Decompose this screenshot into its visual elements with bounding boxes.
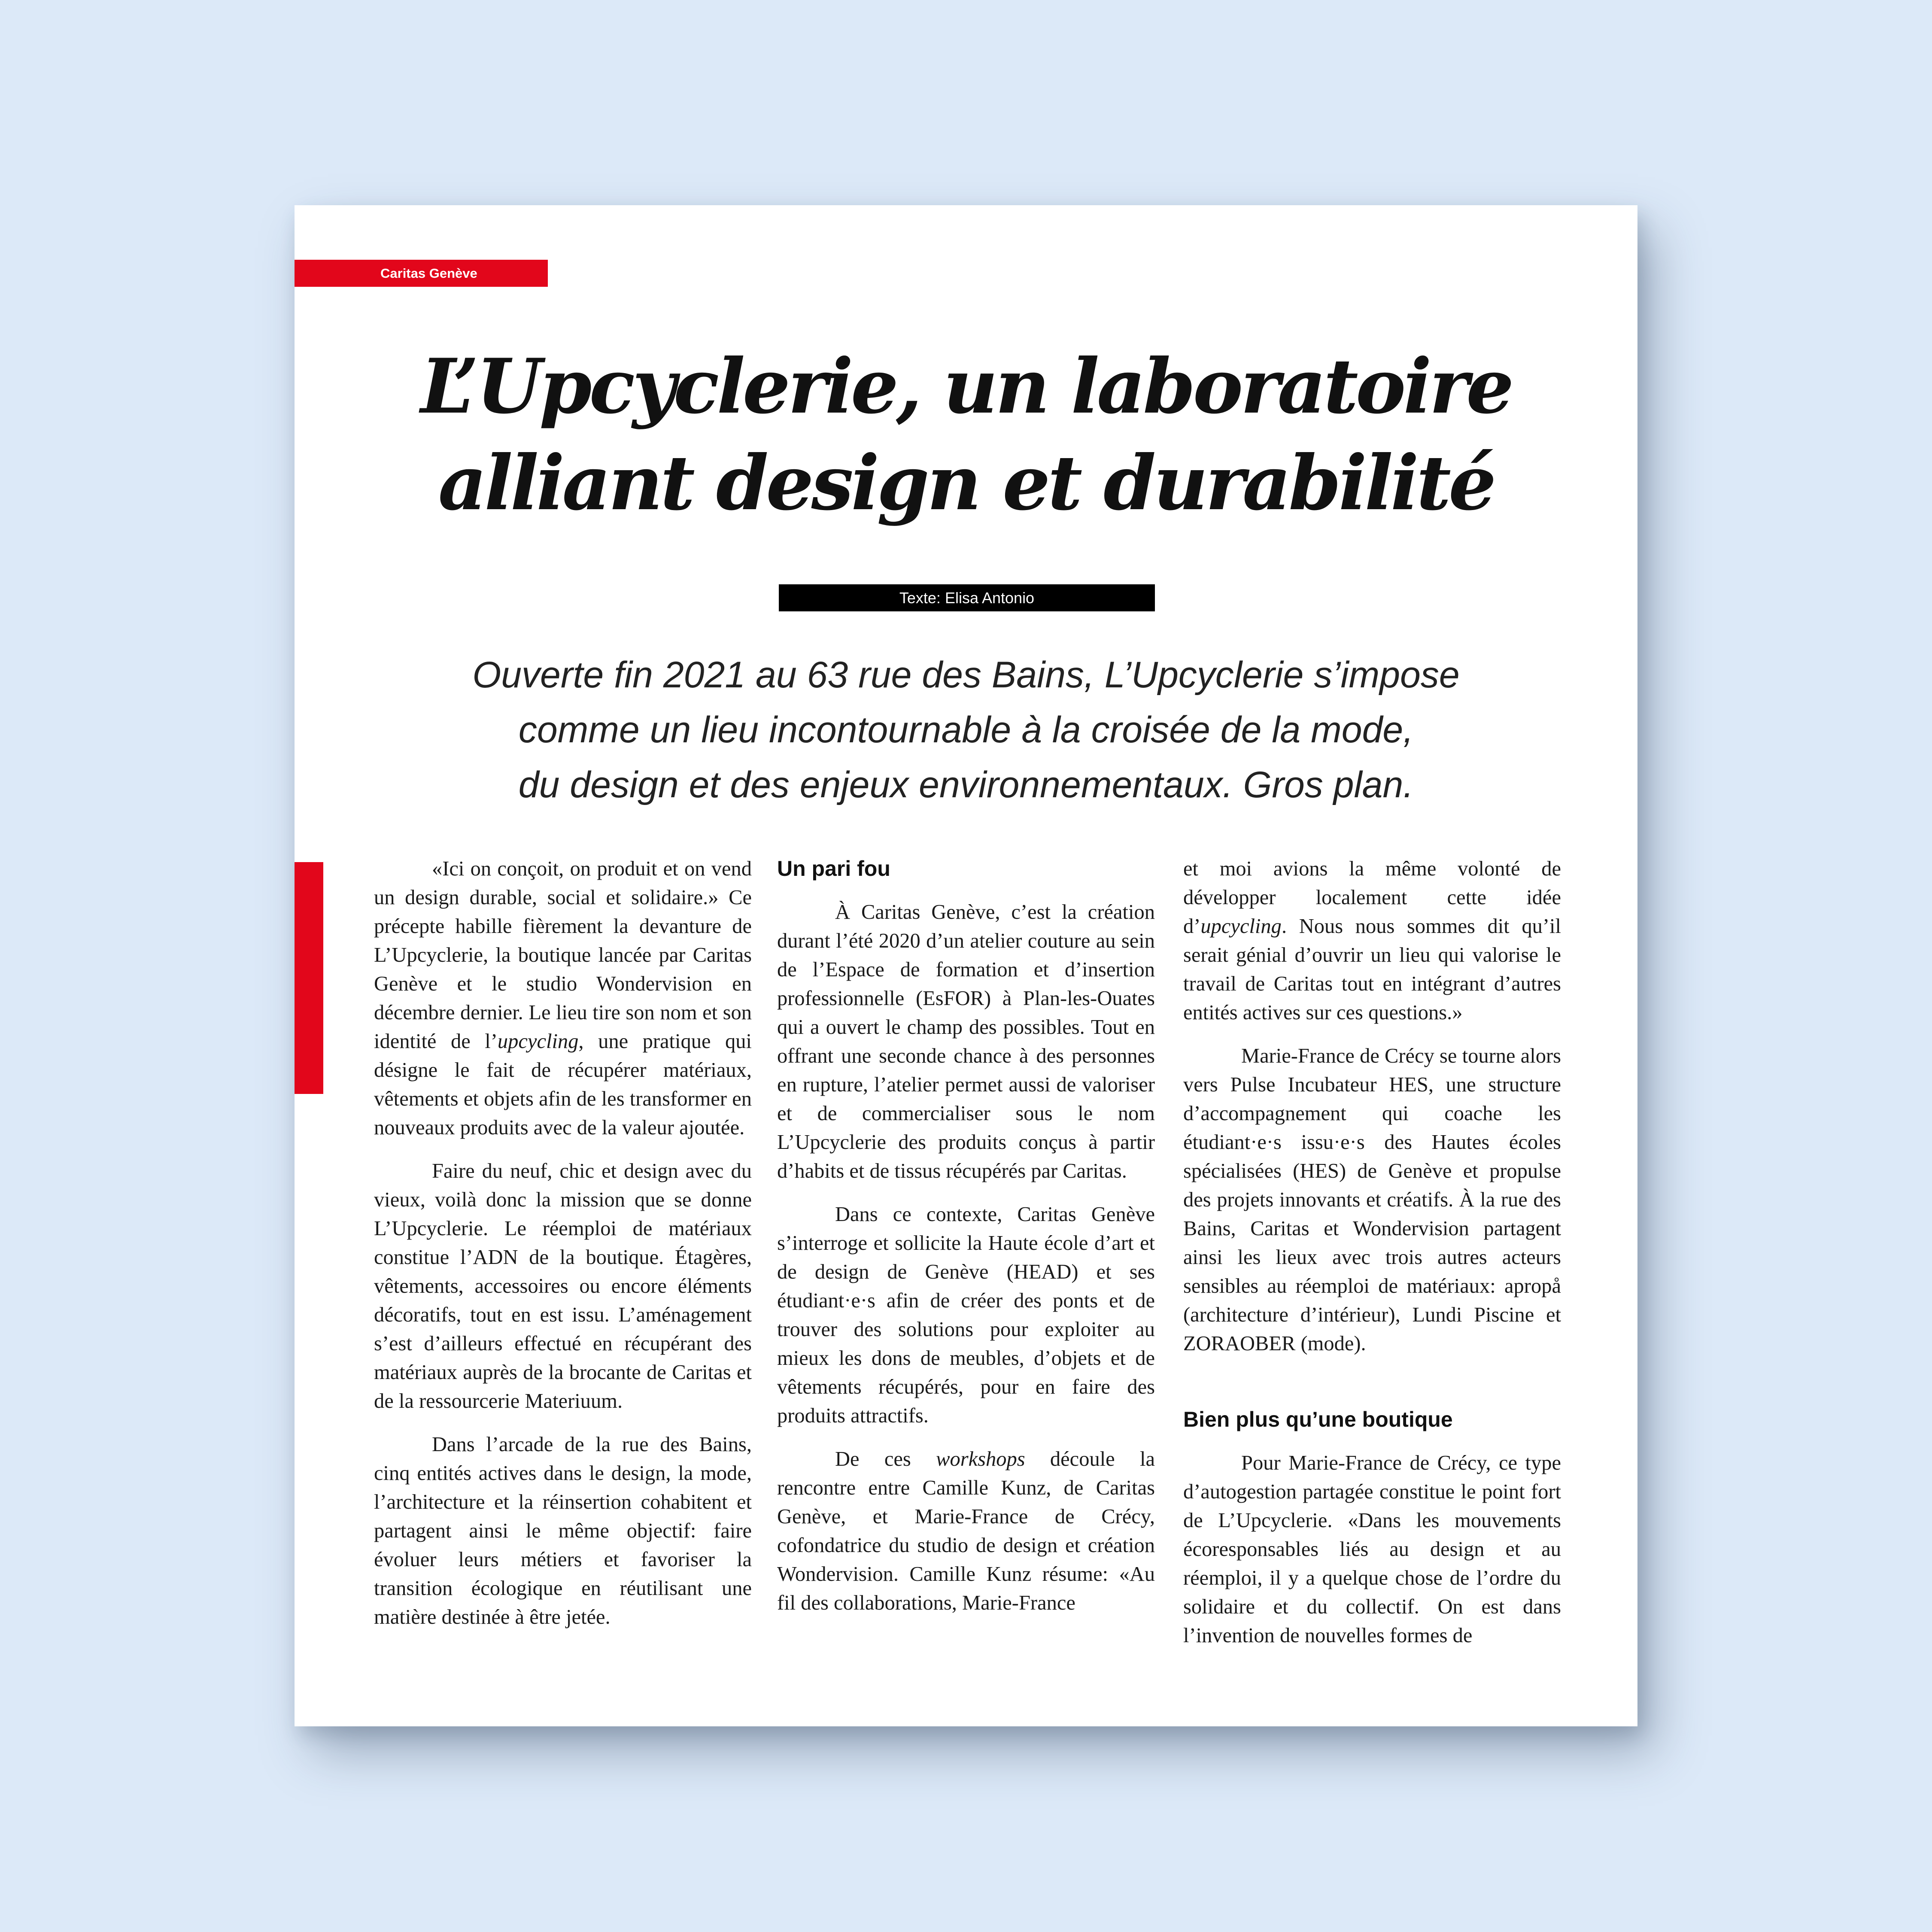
lead-line-2: comme un lieu incontournable à la croisée de la mode, — [518, 709, 1414, 750]
section-tag: Caritas Genève — [295, 260, 548, 287]
magazine-page — [295, 205, 1637, 1726]
paragraph: Dans ce contexte, Caritas Genève s’interroge et sollicite la Haute école d’art et de design de Genève (HEAD) et ses étudiant·e·s afin de créer des ponts et de trouver des solutions pour exploiter au mieux les dons de meubles, d’objets et de vêtements récupérés, pour en faire des produits attractifs. — [777, 1203, 1155, 1427]
emphasis: workshops — [936, 1448, 1025, 1470]
lead-line-1: Ouverte fin 2021 au 63 rue des Bains, L’Upcyclerie s’impose — [472, 654, 1460, 696]
paragraph — [374, 854, 752, 1142]
text-column-2 — [777, 854, 1155, 1679]
paragraph-continued — [1183, 854, 1561, 1027]
text-run: De ces — [835, 1448, 936, 1470]
text-run: , une pratique qui désigne le fait de récupérer matériaux, vêtements et objets afin de les transformer en nouveaux produits avec de la valeur ajoutée. — [374, 1030, 752, 1139]
accent-bar — [295, 862, 323, 1094]
paragraph: À Caritas Genève, c’est la création durant l’été 2020 d’un atelier couture au sein de l’Espace de formation et d’insertion professionnelle (EsFOR) à Plan-les-Ouates qui a ouvert le champ des possibles. Tout en offrant une seconde chance à des personnes en rupture, l’atelier permet aussi de valoriser et de commercialiser sous le nom L’Upcyclerie des produits conçus à partir d’habits et de tissus récupérés par Caritas. — [777, 901, 1155, 1182]
paragraph: Pour Marie-France de Crécy, ce type d’autogestion partagée constitue le point fort de L’Upcyclerie. «Dans les mouvements écoresponsables liés au design et au réemploi, il y a quelque chose de l’ordre du solidaire et du collectif. On est dans l’invention de nouvelles formes de — [1183, 1452, 1561, 1647]
emphasis: upcycling — [497, 1030, 579, 1053]
text-column-3 — [1183, 854, 1561, 1679]
paragraph: Marie-France de Crécy se tourne alors vers Pulse Incubateur HES, une structure d’accompagnement qui coache les étudiant·e·s issu·e·s des Hautes écoles spécialisées (HES) de Genève et propulse des projets innovants et créatifs. À la rue des Bains, Caritas et Wondervision partagent ainsi les lieux avec trois autres acteurs sensibles au réemploi de matériaux: apropå (architecture d’intérieur), Lundi Piscine et ZORAOBER (mode). — [1183, 1045, 1561, 1355]
title-line-2: alliant design et durabilité — [438, 439, 1494, 527]
text-run: . Nous nous sommes dit qu’il serait génial d’ouvrir un lieu qui valorise le travail de Caritas tout en intégrant d’autres entités actives sur ces questions.» — [1183, 915, 1561, 1024]
subheading: Un pari fou — [777, 857, 890, 881]
article-title — [295, 338, 1637, 532]
subheading: Bien plus qu’une boutique — [1183, 1407, 1453, 1431]
text-run: découle la rencontre entre Camille Kunz, de Caritas Genève, et Marie-France de Crécy, cofondatrice du studio de design et création Wondervision. Camille Kunz résume: «Au fil des collaborations, Marie-France — [777, 1448, 1155, 1614]
text-column-1 — [374, 854, 752, 1679]
title-line-1: L’Upcyclerie, un laboratoire — [420, 343, 1512, 431]
paragraph — [777, 1445, 1155, 1617]
emphasis: upcycling — [1200, 915, 1282, 938]
article-lead — [380, 647, 1552, 812]
paragraph: Dans l’arcade de la rue des Bains, cinq entités actives dans le design, la mode, l’architecture et la réinsertion cohabitent et partagent ainsi le même objectif: faire évoluer leurs métiers et favoriser la transition écologique en réutilisant une matière destinée à être jetée. — [374, 1433, 752, 1628]
byline: Texte: Elisa Antonio — [779, 584, 1155, 611]
text-run: «Ici on conçoit, on produit et on vend un design durable, social et solidaire.» Ce précepte habille fièrement la devanture de L’Upcyclerie, la boutique lancée par Caritas Genève et le studio Wondervision en décembre dernier. Le lieu tire son nom et son identité de l’ — [374, 857, 752, 1053]
paragraph: Faire du neuf, chic et design avec du vieux, voilà donc la mission que se donne L’Upcyclerie. Le réemploi de matériaux constitue l’ADN de la boutique. Étagères, vêtements, accessoires ou encore éléments décoratifs, tout en est issu. L’aménagement s’est d’ailleurs effectué en récupérant des matériaux auprès de la brocante de Caritas et de la ressourcerie Materiuum. — [374, 1160, 752, 1413]
lead-line-3: du design et des enjeux environnementaux. Gros plan. — [518, 764, 1414, 805]
text-run: et moi avions la même volonté de développer localement cette idée d’ — [1183, 857, 1561, 938]
